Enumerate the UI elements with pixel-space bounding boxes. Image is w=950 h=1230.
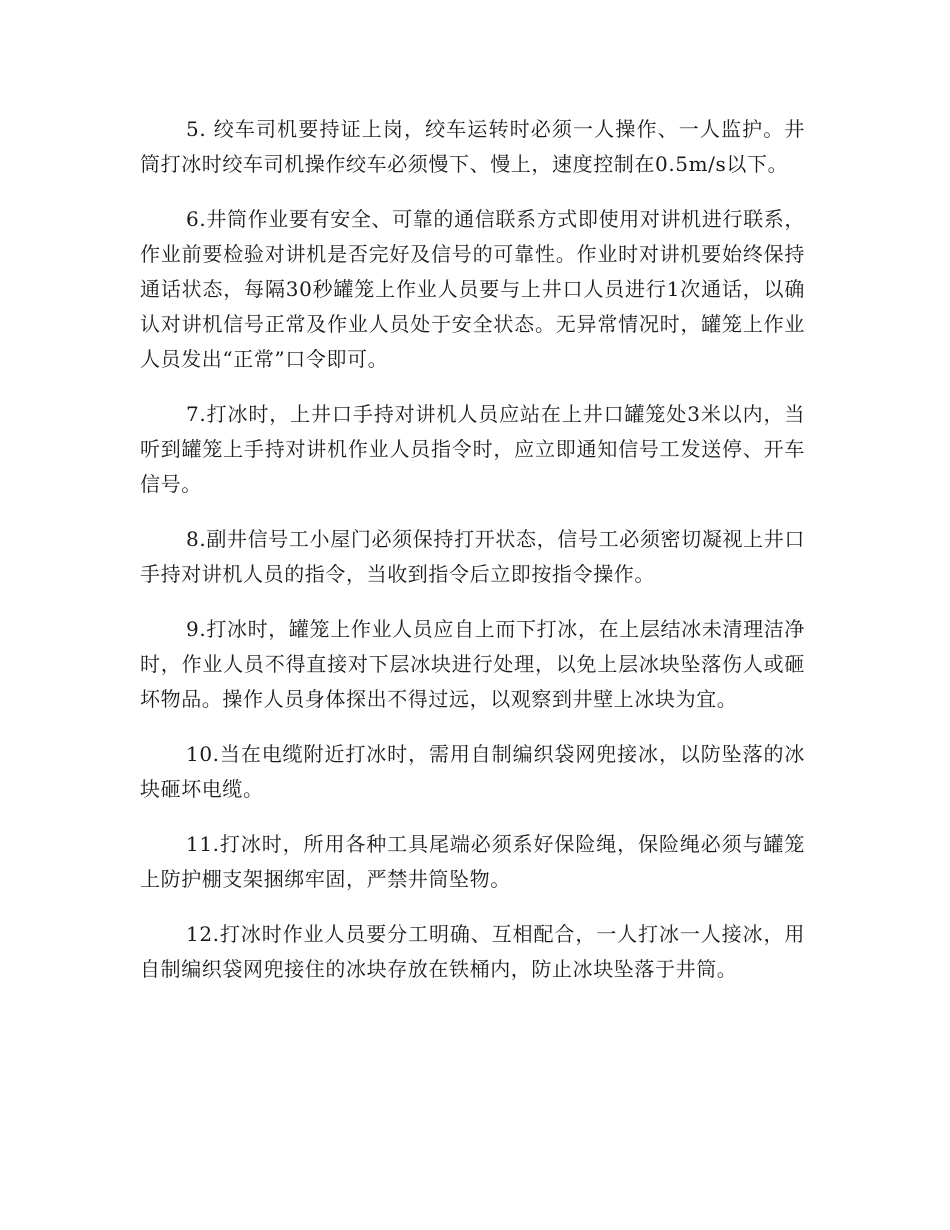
paragraph-item-12: 12.打冰时作业人员要分工明确、互相配合，一人打冰一人接冰，用自制编织袋网兜接住的冰块存放在铁桶内，防止冰块坠落于井筒。 xyxy=(140,922,805,981)
paragraph-item-9: 9.打冰时，罐笼上作业人员应自上而下打冰，在上层结冰未清理洁净时，作业人员不得直接对下层冰块进行处理，以免上层冰块坠落伤人或砸坏物品。操作人员身体探出不得过远，以观察到井壁上冰块为宜。 xyxy=(140,617,805,711)
paragraph-item-10: 10.当在电缆附近打冰时，需用自制编织袋网兜接冰，以防坠落的冰块砸坏电缆。 xyxy=(140,742,805,801)
paragraph-item-7: 7.打冰时，上井口手持对讲机人员应站在上井口罐笼处3米以内，当听到罐笼上手持对讲机作业人员指令时，应立即通知信号工发送停、开车信号。 xyxy=(140,402,805,496)
document-body xyxy=(140,112,805,1007)
paragraph-item-6: 6.井筒作业要有安全、可靠的通信联系方式即使用对讲机进行联系，作业前要检验对讲机是否完好及信号的可靠性。作业时对讲机要始终保持通话状态，每隔30秒罐笼上作业人员要与上井口人员进行1次通话，以确认对讲机信号正常及作业人员处于安全状态。无异常情况时，罐笼上作业人员发出“正常”口令即可。 xyxy=(140,207,805,371)
paragraph-item-8: 8.副井信号工小屋门必须保持打开状态，信号工必须密切凝视上井口手持对讲机人员的指令，当收到指令后立即按指令操作。 xyxy=(140,527,805,586)
paragraph-item-11: 11.打冰时，所用各种工具尾端必须系好保险绳，保险绳必须与罐笼上防护棚支架捆绑牢固，严禁井筒坠物。 xyxy=(140,832,805,891)
paragraph-item-5: 5. 绞车司机要持证上岗，绞车运转时必须一人操作、一人监护。井筒打冰时绞车司机操作绞车必须慢下、慢上，速度控制在0.5m/s以下。 xyxy=(140,117,805,176)
